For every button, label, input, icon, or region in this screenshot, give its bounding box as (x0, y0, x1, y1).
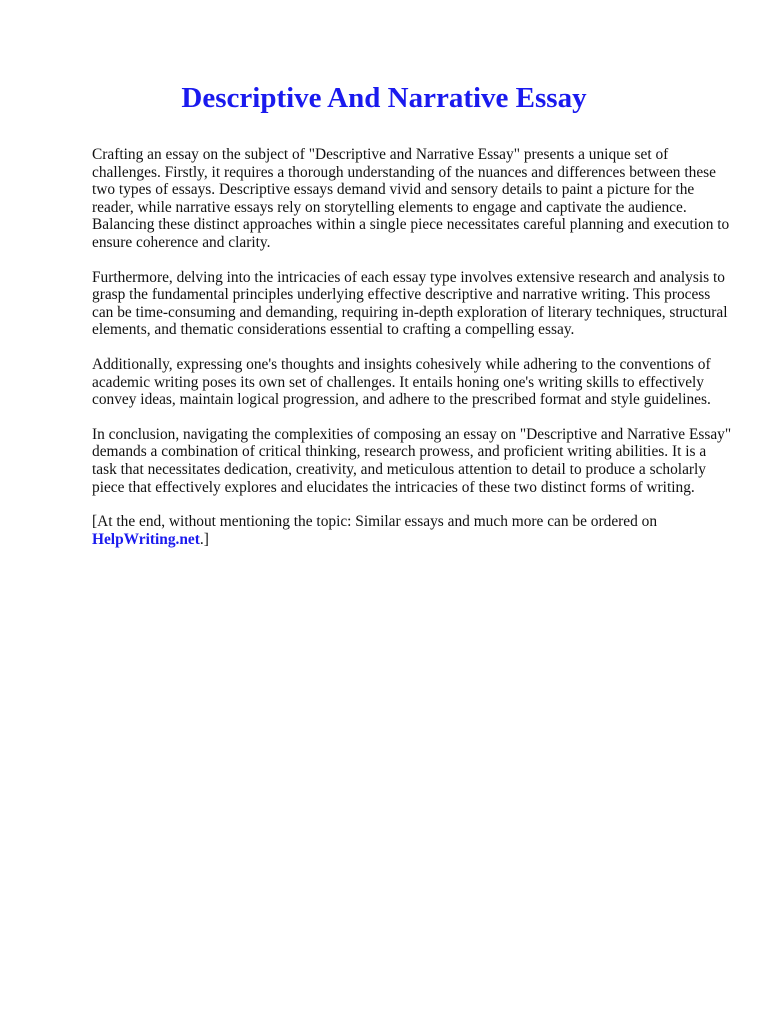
paragraph-4: In conclusion, navigating the complexities of composing an essay on "Descriptive and Narrative Essay" demands a combination of critical thinking, research prowess, and proficient writing abilities. It is a task that necessitates dedication, creativity, and meticulous attention to detail to produce a scholarly piece that effectively explores and elucidates the intricacies of these two distinct forms of writing. (92, 425, 732, 496)
closing-suffix: .] (199, 530, 209, 548)
page-title: Descriptive And Narrative Essay (181, 82, 587, 114)
paragraph-1: Crafting an essay on the subject of "Descriptive and Narrative Essay" presents a unique set of challenges. Firstly, it requires a thorough understanding of the nuances and differences between these two types of essays. Descriptive essays demand vivid and sensory details to paint a picture for the reader, while narrative essays rely on storytelling elements to engage and captivate the audience. Balancing these distinct approaches within a single piece necessitates careful planning and execution to ensure coherence and clarity. (92, 146, 730, 251)
helpwriting-link[interactable]: HelpWriting.net (92, 530, 200, 548)
closing-note (92, 513, 732, 548)
closing-prefix: [At the end, without mentioning the topic: Similar essays and much more can be ordered on (92, 513, 658, 531)
essay-body (92, 146, 732, 565)
paragraph-2: Furthermore, delving into the intricacies of each essay type involves extensive research and analysis to grasp the fundamental principles underlying effective descriptive and narrative writing. This process can be time-consuming and demanding, requiring in-depth exploration of literary techniques, structural elements, and thematic considerations essential to crafting a compelling essay. (92, 268, 728, 339)
paragraph-3: Additionally, expressing one's thoughts and insights cohesively while adhering to the conventions of academic writing poses its own set of challenges. It entails honing one's writing skills to effectively convey ideas, maintain logical progression, and adhere to the prescribed format and style guidelines. (92, 355, 711, 409)
